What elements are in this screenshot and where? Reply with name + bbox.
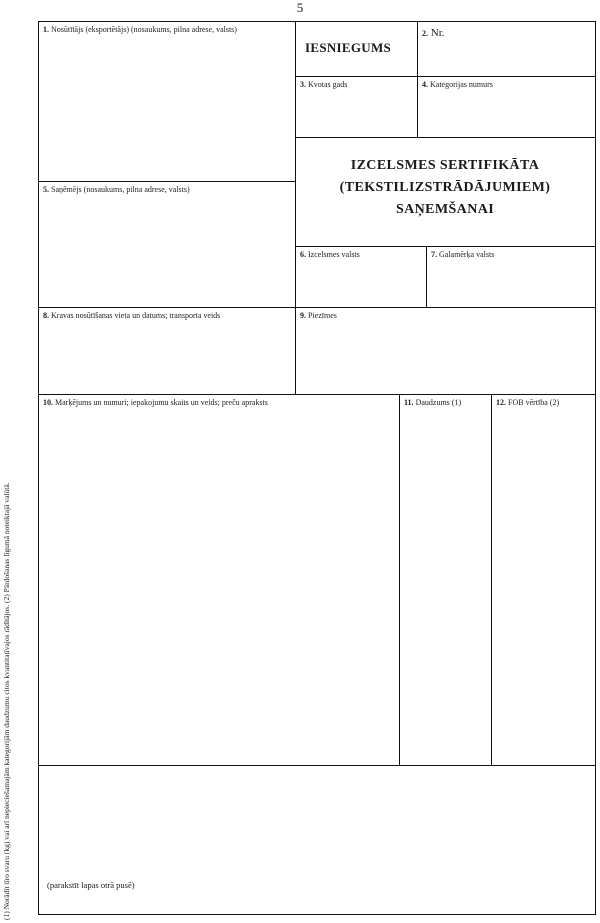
field-5-recipient-label: 5. Saņēmējs (nosaukums, pilna adrese, valsts) [43, 185, 190, 194]
certificate-title-line-2: (TEKSTILIZSTRĀDĀJUMIEM) [339, 180, 551, 195]
field-12-fob-value-label: 12. FOB vērtība (2) [496, 398, 560, 407]
side-footnote: (1) Norādīt tīro svaru (kg) vai arī nepieciešamajām kategorijām daudzumu citos kvantitatīvajos rādītājos. (2) Pārdošanas līgumā noteiktajā valūtā. [2, 482, 11, 920]
field-6-origin-country-label: 6. Izcelsmes valsts [300, 250, 360, 259]
field-9-remarks-label: 9. Piezīmes [300, 311, 337, 320]
certificate-title [295, 155, 595, 221]
field-10-goods-description-label: 10. Marķējums un numuri; iepakojumu skaits un veids; preču apraksts [43, 398, 268, 407]
divider-fob-col [491, 394, 492, 765]
divider-header-nr [417, 21, 418, 137]
certificate-title-line-3: SAŅEMŠANAI [395, 202, 495, 217]
application-title: IESNIEGUMS [305, 40, 392, 55]
page-number: 5 [296, 0, 304, 15]
field-11-quantity-label: 11. Daudzums (1) [404, 398, 462, 407]
divider-quantity-col [399, 394, 400, 765]
certificate-title-line-1: IZCELSMES SERTIFIKĀTA [350, 158, 540, 173]
divider-sender-recipient [38, 181, 295, 182]
divider-goods-row [38, 394, 596, 395]
field-8-shipping-label: 8. Kravas nosūtīšanas vieta un datums; transporta veids [43, 311, 221, 320]
field-4-category-number-label: 4. Kategorijas numurs [422, 80, 493, 89]
divider-origin-destination [426, 246, 427, 307]
field-1-sender-label: 1. Nosūtītājs (eksportētājs) (nosaukums, pilna adrese, valsts) [43, 25, 237, 34]
divider-header-row [295, 76, 596, 77]
signature-note: (parakstīt lapas otrā pusē) [47, 880, 135, 890]
divider-quota-row [295, 137, 596, 138]
field-3-quota-year-label: 3. Kvotas gads [300, 80, 348, 89]
divider-signature-row [38, 765, 596, 766]
field-7-destination-country-label: 7. Galamērķa valsts [431, 250, 495, 259]
divider-certificate-title [295, 246, 596, 247]
field-2-number-label: 2. Nr. [422, 27, 445, 39]
divider-shipping-row [38, 307, 596, 308]
